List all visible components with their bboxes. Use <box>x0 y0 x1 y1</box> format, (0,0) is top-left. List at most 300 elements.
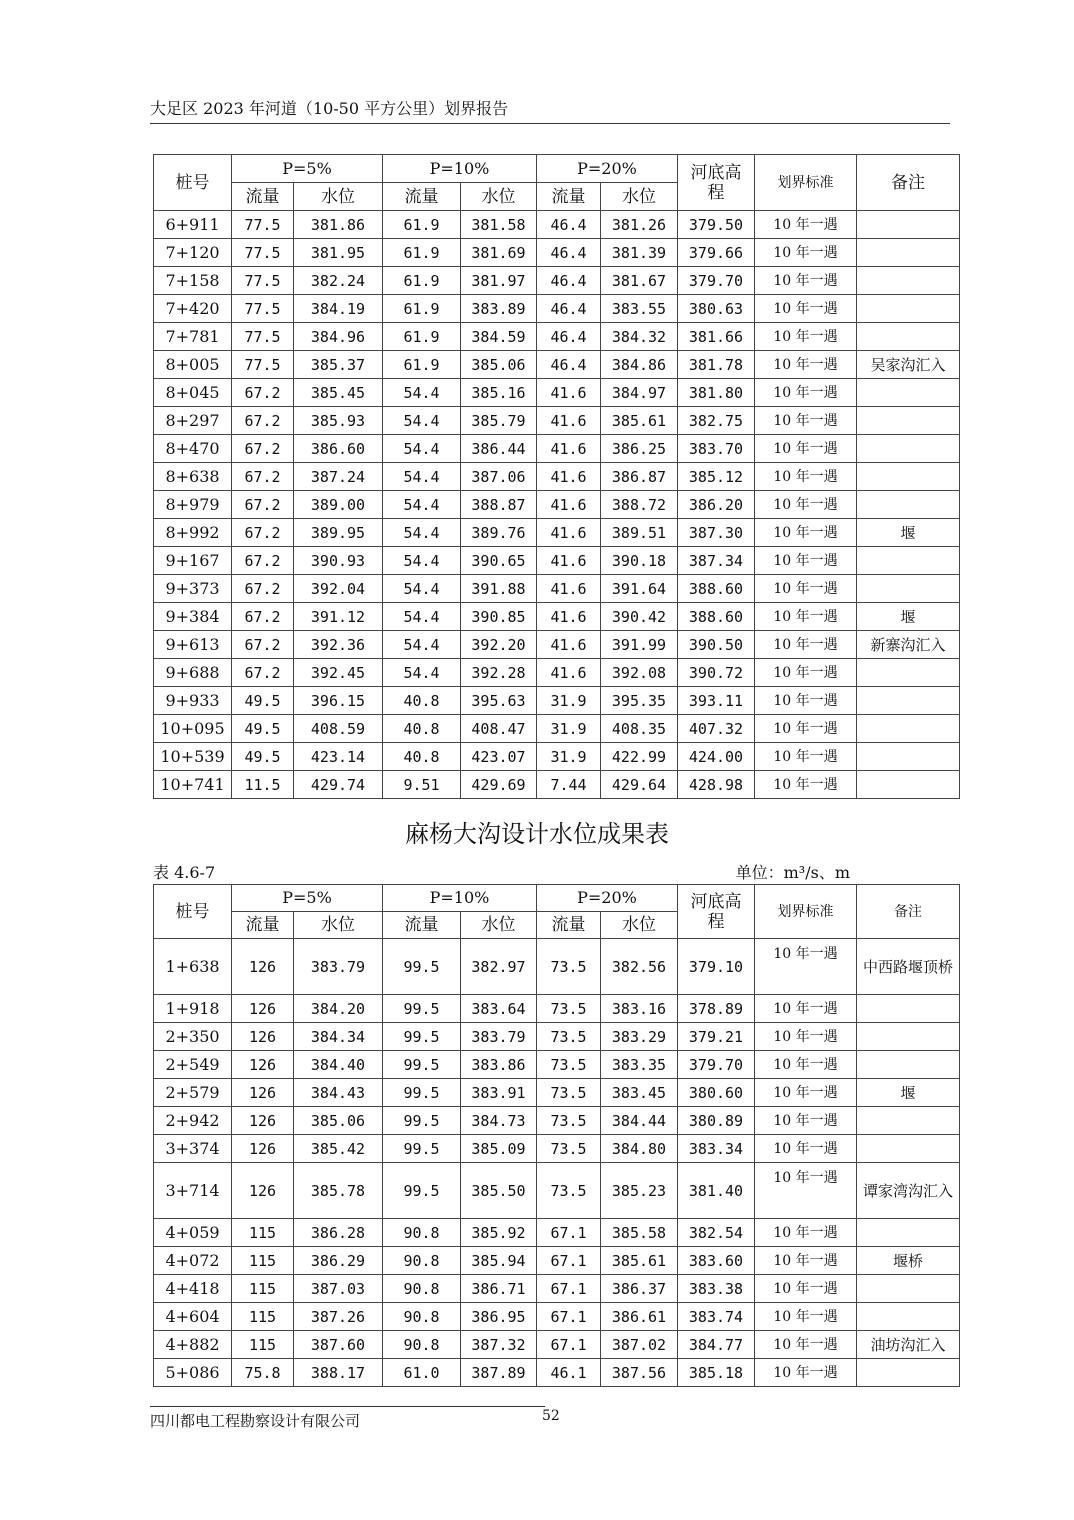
cell-flow-p20: 73.5 <box>537 1023 601 1051</box>
cell-note <box>857 1275 960 1303</box>
cell-station: 7+781 <box>154 323 232 351</box>
table2-unit: 单位：m³/s、m <box>735 863 850 882</box>
cell-bed-elevation: 382.75 <box>678 407 755 435</box>
cell-level-p5: 385.06 <box>294 1107 383 1135</box>
table2-title: 麻杨大沟设计水位成果表 <box>405 820 669 848</box>
cell-level-p5: 390.93 <box>294 547 383 575</box>
cell-standard: 10 年一遇 <box>755 211 857 239</box>
page-number: 52 <box>542 1408 560 1424</box>
cell-flow-p10: 54.4 <box>383 463 461 491</box>
table-row <box>154 519 960 547</box>
cell-level-p10: 389.76 <box>461 519 537 547</box>
cell-flow-p20: 41.6 <box>537 491 601 519</box>
col-level-header: 水位 <box>601 183 678 211</box>
cell-note <box>857 1051 960 1079</box>
cell-note <box>857 463 960 491</box>
footer-company: 四川都电工程勘察设计有限公司 <box>150 1412 361 1430</box>
cell-flow-p20: 41.6 <box>537 547 601 575</box>
cell-station: 3+714 <box>154 1163 232 1219</box>
cell-bed-elevation: 381.78 <box>678 351 755 379</box>
cell-flow-p10: 99.5 <box>383 1107 461 1135</box>
col-note-header: 备注 <box>857 155 960 211</box>
cell-level-p20: 387.56 <box>601 1359 678 1387</box>
cell-bed-elevation: 378.89 <box>678 995 755 1023</box>
cell-station: 9+373 <box>154 575 232 603</box>
cell-level-p5: 385.37 <box>294 351 383 379</box>
table-row <box>154 407 960 435</box>
cell-flow-p5: 67.2 <box>232 407 294 435</box>
cell-standard: 10 年一遇 <box>755 379 857 407</box>
table-row <box>154 771 960 799</box>
cell-level-p20: 384.32 <box>601 323 678 351</box>
cell-flow-p5: 67.2 <box>232 379 294 407</box>
cell-note: 谭家湾沟汇入 <box>857 1163 960 1219</box>
cell-level-p10: 381.58 <box>461 211 537 239</box>
bed-header-line1: 河底高 <box>690 891 742 912</box>
cell-station: 2+350 <box>154 1023 232 1051</box>
cell-level-p5: 385.78 <box>294 1163 383 1219</box>
cell-standard: 10 年一遇 <box>755 1359 857 1387</box>
cell-level-p10: 383.64 <box>461 995 537 1023</box>
cell-flow-p5: 77.5 <box>232 295 294 323</box>
cell-level-p10: 390.85 <box>461 603 537 631</box>
cell-level-p20: 429.64 <box>601 771 678 799</box>
cell-level-p20: 386.37 <box>601 1275 678 1303</box>
cell-level-p20: 383.16 <box>601 995 678 1023</box>
cell-flow-p5: 77.5 <box>232 239 294 267</box>
bed-header-line1: 河底高 <box>690 162 742 183</box>
col-flow-header: 流量 <box>383 183 461 211</box>
cell-level-p10: 387.06 <box>461 463 537 491</box>
cell-flow-p10: 54.4 <box>383 575 461 603</box>
cell-level-p10: 386.95 <box>461 1303 537 1331</box>
cell-level-p20: 385.58 <box>601 1219 678 1247</box>
cell-bed-elevation: 388.60 <box>678 575 755 603</box>
cell-station: 2+549 <box>154 1051 232 1079</box>
cell-standard: 10 年一遇 <box>755 1331 857 1359</box>
cell-level-p10: 382.97 <box>461 939 537 995</box>
cell-flow-p5: 115 <box>232 1275 294 1303</box>
col-level-header: 水位 <box>294 912 383 939</box>
cell-station: 7+120 <box>154 239 232 267</box>
cell-flow-p5: 77.5 <box>232 323 294 351</box>
cell-flow-p5: 67.2 <box>232 659 294 687</box>
cell-note <box>857 267 960 295</box>
cell-station: 6+911 <box>154 211 232 239</box>
cell-bed-elevation: 380.60 <box>678 1079 755 1107</box>
cell-note <box>857 379 960 407</box>
header-divider <box>150 123 950 124</box>
cell-flow-p20: 46.4 <box>537 211 601 239</box>
cell-level-p10: 385.06 <box>461 351 537 379</box>
col-level-header: 水位 <box>461 912 537 939</box>
cell-level-p10: 388.87 <box>461 491 537 519</box>
cell-bed-elevation: 383.38 <box>678 1275 755 1303</box>
cell-note: 堰 <box>857 1079 960 1107</box>
col-flow-header: 流量 <box>383 912 461 939</box>
cell-bed-elevation: 382.54 <box>678 1219 755 1247</box>
cell-station: 1+638 <box>154 939 232 995</box>
cell-level-p20: 390.18 <box>601 547 678 575</box>
cell-flow-p10: 54.4 <box>383 547 461 575</box>
cell-station: 7+420 <box>154 295 232 323</box>
cell-station: 3+374 <box>154 1135 232 1163</box>
cell-level-p10: 385.50 <box>461 1163 537 1219</box>
cell-flow-p10: 40.8 <box>383 743 461 771</box>
cell-flow-p10: 61.9 <box>383 211 461 239</box>
cell-flow-p5: 115 <box>232 1331 294 1359</box>
cell-bed-elevation: 387.30 <box>678 519 755 547</box>
cell-bed-elevation: 381.40 <box>678 1163 755 1219</box>
cell-flow-p20: 41.6 <box>537 407 601 435</box>
col-level-header: 水位 <box>601 912 678 939</box>
cell-bed-elevation: 383.70 <box>678 435 755 463</box>
col-flow-header: 流量 <box>232 912 294 939</box>
cell-note <box>857 547 960 575</box>
table-row <box>154 547 960 575</box>
cell-standard: 10 年一遇 <box>755 659 857 687</box>
cell-flow-p20: 73.5 <box>537 939 601 995</box>
cell-flow-p5: 115 <box>232 1303 294 1331</box>
cell-flow-p20: 41.6 <box>537 631 601 659</box>
cell-flow-p5: 126 <box>232 995 294 1023</box>
bed-header-line2: 程 <box>707 911 725 932</box>
cell-flow-p10: 99.5 <box>383 1023 461 1051</box>
col-p20-header: P=20% <box>537 155 678 183</box>
col-flow-header: 流量 <box>537 912 601 939</box>
table-row <box>154 715 960 743</box>
bed-header-line2: 程 <box>707 182 725 203</box>
cell-flow-p5: 77.5 <box>232 267 294 295</box>
cell-station: 4+072 <box>154 1247 232 1275</box>
cell-flow-p20: 67.1 <box>537 1275 601 1303</box>
cell-level-p10: 395.63 <box>461 687 537 715</box>
cell-bed-elevation: 390.50 <box>678 631 755 659</box>
cell-level-p20: 389.51 <box>601 519 678 547</box>
cell-flow-p10: 61.9 <box>383 323 461 351</box>
cell-level-p5: 385.42 <box>294 1135 383 1163</box>
cell-level-p10: 392.28 <box>461 659 537 687</box>
col-bed-elevation-header <box>678 885 755 939</box>
table-row <box>154 995 960 1023</box>
cell-level-p20: 386.25 <box>601 435 678 463</box>
cell-flow-p10: 9.51 <box>383 771 461 799</box>
cell-flow-p20: 46.4 <box>537 267 601 295</box>
cell-note <box>857 491 960 519</box>
cell-level-p10: 385.16 <box>461 379 537 407</box>
cell-flow-p5: 67.2 <box>232 519 294 547</box>
cell-flow-p20: 7.44 <box>537 771 601 799</box>
cell-station: 1+918 <box>154 995 232 1023</box>
cell-flow-p20: 73.5 <box>537 995 601 1023</box>
col-p10-header: P=10% <box>383 155 537 183</box>
cell-flow-p10: 61.0 <box>383 1359 461 1387</box>
cell-standard: 10 年一遇 <box>755 491 857 519</box>
cell-level-p10: 392.20 <box>461 631 537 659</box>
col-level-header: 水位 <box>461 183 537 211</box>
cell-bed-elevation: 383.34 <box>678 1135 755 1163</box>
cell-note <box>857 1023 960 1051</box>
cell-bed-elevation: 379.70 <box>678 267 755 295</box>
table-row <box>154 1135 960 1163</box>
cell-flow-p10: 99.5 <box>383 939 461 995</box>
cell-level-p10: 383.86 <box>461 1051 537 1079</box>
cell-bed-elevation: 380.89 <box>678 1107 755 1135</box>
cell-level-p20: 391.64 <box>601 575 678 603</box>
cell-standard: 10 年一遇 <box>755 323 857 351</box>
cell-level-p20: 385.61 <box>601 1247 678 1275</box>
cell-flow-p5: 49.5 <box>232 715 294 743</box>
cell-station: 2+579 <box>154 1079 232 1107</box>
cell-flow-p5: 126 <box>232 1135 294 1163</box>
cell-flow-p20: 73.5 <box>537 1079 601 1107</box>
cell-level-p20: 384.80 <box>601 1135 678 1163</box>
col-p5-header: P=5% <box>232 155 383 183</box>
cell-bed-elevation: 379.21 <box>678 1023 755 1051</box>
cell-note: 堰 <box>857 519 960 547</box>
table-row <box>154 631 960 659</box>
cell-note <box>857 323 960 351</box>
cell-level-p20: 384.44 <box>601 1107 678 1135</box>
cell-flow-p20: 46.1 <box>537 1359 601 1387</box>
cell-level-p20: 383.55 <box>601 295 678 323</box>
cell-level-p20: 422.99 <box>601 743 678 771</box>
water-level-table-2 <box>153 884 960 1387</box>
cell-standard: 10 年一遇 <box>755 267 857 295</box>
cell-level-p5: 392.36 <box>294 631 383 659</box>
cell-note: 堰桥 <box>857 1247 960 1275</box>
cell-standard: 10 年一遇 <box>755 1303 857 1331</box>
cell-level-p20: 387.02 <box>601 1331 678 1359</box>
cell-bed-elevation: 428.98 <box>678 771 755 799</box>
cell-bed-elevation: 383.60 <box>678 1247 755 1275</box>
cell-note <box>857 239 960 267</box>
cell-level-p5: 387.03 <box>294 1275 383 1303</box>
cell-standard: 10 年一遇 <box>755 1163 857 1219</box>
cell-bed-elevation: 380.63 <box>678 295 755 323</box>
table-row <box>154 1051 960 1079</box>
cell-note: 吴家沟汇入 <box>857 351 960 379</box>
cell-level-p5: 388.17 <box>294 1359 383 1387</box>
cell-flow-p5: 77.5 <box>232 211 294 239</box>
col-flow-header: 流量 <box>537 183 601 211</box>
table2-caption: 表 4.6-7 <box>153 863 216 882</box>
cell-standard: 10 年一遇 <box>755 1219 857 1247</box>
table-row <box>154 743 960 771</box>
cell-level-p5: 385.93 <box>294 407 383 435</box>
cell-station: 8+470 <box>154 435 232 463</box>
cell-note <box>857 771 960 799</box>
cell-level-p10: 390.65 <box>461 547 537 575</box>
cell-note: 油坊沟汇入 <box>857 1331 960 1359</box>
cell-bed-elevation: 384.77 <box>678 1331 755 1359</box>
cell-flow-p5: 67.2 <box>232 463 294 491</box>
cell-note <box>857 715 960 743</box>
cell-level-p10: 385.09 <box>461 1135 537 1163</box>
cell-note <box>857 1303 960 1331</box>
cell-level-p10: 384.73 <box>461 1107 537 1135</box>
cell-flow-p10: 54.4 <box>383 603 461 631</box>
cell-flow-p10: 40.8 <box>383 715 461 743</box>
cell-flow-p10: 61.9 <box>383 267 461 295</box>
table-row <box>154 1331 960 1359</box>
cell-level-p5: 383.79 <box>294 939 383 995</box>
cell-standard: 10 年一遇 <box>755 603 857 631</box>
cell-bed-elevation: 393.11 <box>678 687 755 715</box>
table-row <box>154 603 960 631</box>
cell-level-p20: 391.99 <box>601 631 678 659</box>
cell-note <box>857 1219 960 1247</box>
cell-station: 9+613 <box>154 631 232 659</box>
cell-standard: 10 年一遇 <box>755 1247 857 1275</box>
cell-note <box>857 995 960 1023</box>
cell-flow-p20: 73.5 <box>537 1051 601 1079</box>
table-row <box>154 575 960 603</box>
cell-flow-p10: 99.5 <box>383 1051 461 1079</box>
cell-station: 9+688 <box>154 659 232 687</box>
cell-flow-p5: 67.2 <box>232 575 294 603</box>
cell-flow-p5: 126 <box>232 1051 294 1079</box>
cell-station: 9+167 <box>154 547 232 575</box>
cell-note <box>857 1135 960 1163</box>
cell-standard: 10 年一遇 <box>755 1275 857 1303</box>
cell-standard: 10 年一遇 <box>755 771 857 799</box>
cell-flow-p20: 31.9 <box>537 687 601 715</box>
cell-station: 8+992 <box>154 519 232 547</box>
col-bed-elevation-header <box>678 155 755 211</box>
cell-bed-elevation: 387.34 <box>678 547 755 575</box>
cell-flow-p20: 41.6 <box>537 519 601 547</box>
cell-flow-p5: 115 <box>232 1219 294 1247</box>
cell-standard: 10 年一遇 <box>755 435 857 463</box>
cell-level-p20: 383.35 <box>601 1051 678 1079</box>
cell-level-p20: 381.67 <box>601 267 678 295</box>
cell-level-p10: 386.44 <box>461 435 537 463</box>
cell-flow-p20: 46.4 <box>537 239 601 267</box>
cell-flow-p5: 115 <box>232 1247 294 1275</box>
cell-level-p5: 384.43 <box>294 1079 383 1107</box>
cell-flow-p5: 75.8 <box>232 1359 294 1387</box>
cell-note: 新寨沟汇入 <box>857 631 960 659</box>
cell-flow-p10: 90.8 <box>383 1219 461 1247</box>
cell-flow-p5: 126 <box>232 1107 294 1135</box>
cell-level-p20: 392.08 <box>601 659 678 687</box>
cell-level-p20: 386.61 <box>601 1303 678 1331</box>
cell-standard: 10 年一遇 <box>755 1079 857 1107</box>
cell-flow-p5: 67.2 <box>232 631 294 659</box>
cell-note <box>857 575 960 603</box>
cell-flow-p20: 67.1 <box>537 1331 601 1359</box>
cell-level-p10: 385.94 <box>461 1247 537 1275</box>
cell-station: 4+882 <box>154 1331 232 1359</box>
table-row <box>154 491 960 519</box>
table-row <box>154 1247 960 1275</box>
cell-station: 8+638 <box>154 463 232 491</box>
cell-level-p5: 389.95 <box>294 519 383 547</box>
cell-level-p5: 387.24 <box>294 463 383 491</box>
cell-station: 4+418 <box>154 1275 232 1303</box>
table-row <box>154 1023 960 1051</box>
cell-station: 8+045 <box>154 379 232 407</box>
cell-station: 8+979 <box>154 491 232 519</box>
cell-station: 5+086 <box>154 1359 232 1387</box>
cell-note <box>857 743 960 771</box>
cell-level-p20: 383.29 <box>601 1023 678 1051</box>
cell-level-p20: 388.72 <box>601 491 678 519</box>
col-standard-header: 划界标准 <box>755 885 857 939</box>
cell-level-p20: 381.39 <box>601 239 678 267</box>
cell-bed-elevation: 385.18 <box>678 1359 755 1387</box>
cell-station: 10+095 <box>154 715 232 743</box>
cell-flow-p10: 54.4 <box>383 659 461 687</box>
cell-bed-elevation: 388.60 <box>678 603 755 631</box>
cell-flow-p20: 46.4 <box>537 351 601 379</box>
cell-level-p20: 384.97 <box>601 379 678 407</box>
cell-level-p5: 392.45 <box>294 659 383 687</box>
cell-flow-p20: 41.6 <box>537 659 601 687</box>
cell-level-p10: 383.79 <box>461 1023 537 1051</box>
cell-level-p20: 381.26 <box>601 211 678 239</box>
col-standard-header: 划界标准 <box>755 155 857 211</box>
cell-level-p20: 386.87 <box>601 463 678 491</box>
cell-level-p5: 386.60 <box>294 435 383 463</box>
table-row <box>154 267 960 295</box>
cell-station: 10+741 <box>154 771 232 799</box>
cell-station: 2+942 <box>154 1107 232 1135</box>
cell-level-p5: 408.59 <box>294 715 383 743</box>
table-row <box>154 239 960 267</box>
cell-standard: 10 年一遇 <box>755 463 857 491</box>
cell-flow-p5: 49.5 <box>232 687 294 715</box>
cell-note <box>857 435 960 463</box>
cell-standard: 10 年一遇 <box>755 715 857 743</box>
cell-flow-p10: 54.4 <box>383 519 461 547</box>
cell-flow-p10: 54.4 <box>383 407 461 435</box>
cell-standard: 10 年一遇 <box>755 575 857 603</box>
cell-standard: 10 年一遇 <box>755 1107 857 1135</box>
cell-flow-p5: 126 <box>232 1023 294 1051</box>
cell-flow-p10: 99.5 <box>383 1135 461 1163</box>
col-station-header: 桩号 <box>154 885 232 939</box>
water-level-table-1 <box>153 154 960 799</box>
cell-level-p10: 381.69 <box>461 239 537 267</box>
cell-level-p10: 386.71 <box>461 1275 537 1303</box>
cell-level-p20: 390.42 <box>601 603 678 631</box>
cell-level-p5: 423.14 <box>294 743 383 771</box>
cell-standard: 10 年一遇 <box>755 1051 857 1079</box>
cell-standard: 10 年一遇 <box>755 995 857 1023</box>
table-row <box>154 435 960 463</box>
cell-level-p10: 387.89 <box>461 1359 537 1387</box>
cell-bed-elevation: 379.10 <box>678 939 755 995</box>
cell-level-p5: 392.04 <box>294 575 383 603</box>
cell-flow-p10: 54.4 <box>383 435 461 463</box>
cell-station: 4+604 <box>154 1303 232 1331</box>
cell-flow-p10: 40.8 <box>383 687 461 715</box>
cell-bed-elevation: 407.32 <box>678 715 755 743</box>
cell-level-p20: 383.45 <box>601 1079 678 1107</box>
cell-level-p10: 385.79 <box>461 407 537 435</box>
cell-flow-p5: 126 <box>232 1079 294 1107</box>
cell-level-p5: 384.19 <box>294 295 383 323</box>
cell-level-p20: 384.86 <box>601 351 678 379</box>
cell-standard: 10 年一遇 <box>755 939 857 995</box>
cell-flow-p5: 11.5 <box>232 771 294 799</box>
cell-bed-elevation: 390.72 <box>678 659 755 687</box>
cell-flow-p5: 67.2 <box>232 435 294 463</box>
cell-flow-p5: 126 <box>232 1163 294 1219</box>
table-row <box>154 295 960 323</box>
